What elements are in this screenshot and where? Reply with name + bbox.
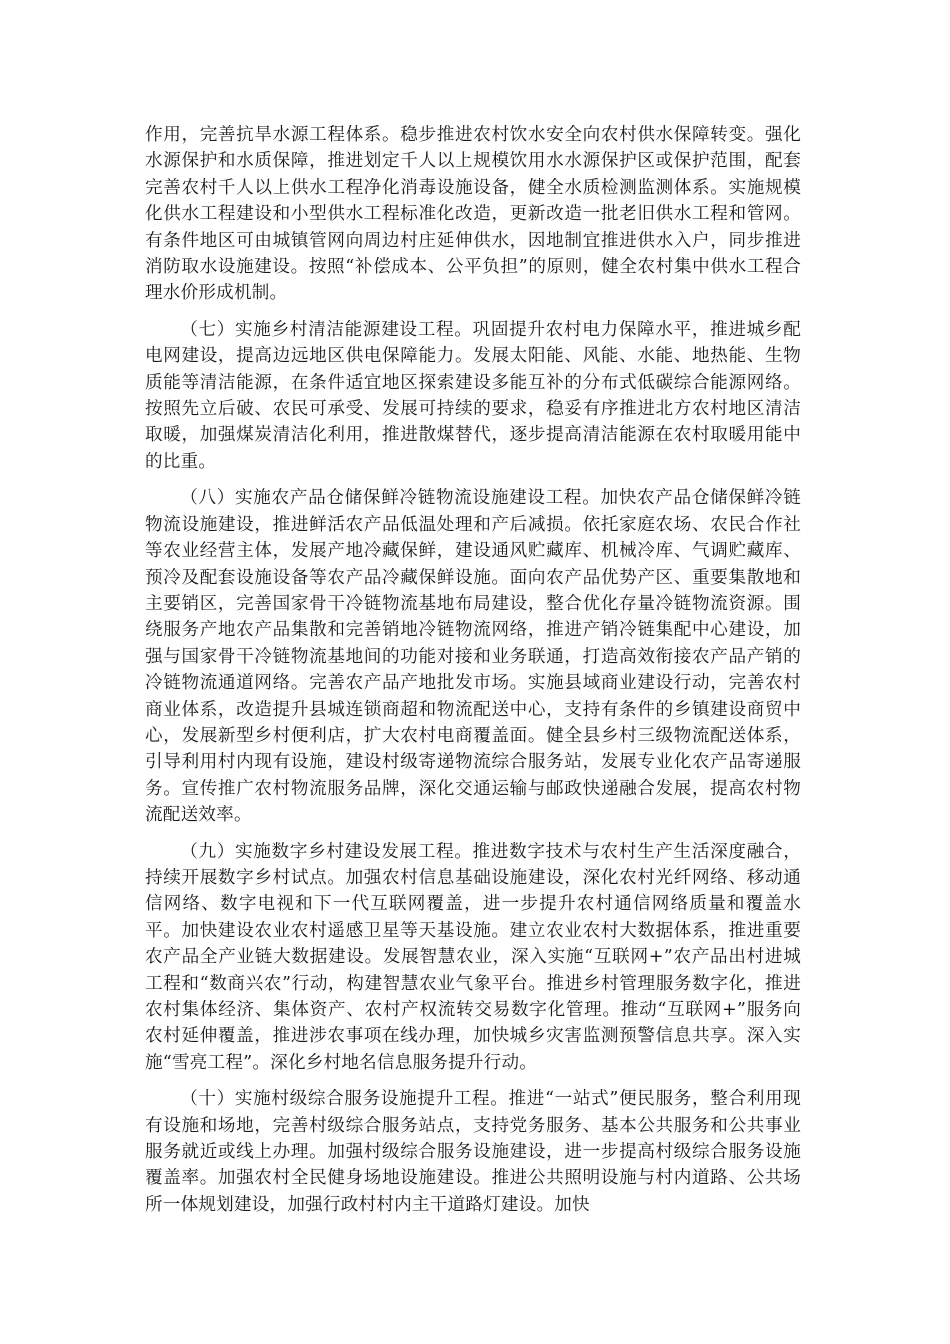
paragraph-digital-village: （九）实施数字乡村建设发展工程。推进数字技术与农村生产生活深度融合，持续开展数字乡村试点。加强农村信息基础设施建设，深化农村光纤网络、移动通信网络、数字电视和下一代互联网覆盖，进一步提升农村通信网络质量和覆盖水平。加快建设农业农村遥感卫星等天基设施。建立农业农村大数据体系，推进重要农产品全产业链大数据建设。发展智慧农业，深入实施“互联网+”农产品出村进城工程和“数商兴农”行动，构建智慧农业气象平台。推进乡村管理服务数字化，推进农村集体经济、集体资产、农村产权流转交易数字化管理。推动“互联网+”服务向农村延伸覆盖，推进涉农事项在线办理，加快城乡灾害监测预警信息共享。深入实施“雪亮工程”。深化乡村地名信息服务提升行动。 [145,841,801,1073]
paragraph-cold-chain-logistics: （八）实施农产品仓储保鲜冷链物流设施建设工程。加快农产品仓储保鲜冷链物流设施建设，推进鲜活农产品低温处理和产后减损。依托家庭农场、农民合作社等农业经营主体，发展产地冷藏保鲜，建设通风贮藏库、机械冷库、气调贮藏库、预冷及配套设施设备等农产品冷藏保鲜设施。面向农产品优势产区、重要集散地和主要销区，完善国家骨干冷链物流基地布局建设，整合优化存量冷链物流资源。围绕服务产地农产品集散和完善销地冷链物流网络，推进产销冷链集配中心建设，加强与国家骨干冷链物流基地间的功能对接和业务联通，打造高效衔接农产品产销的冷链物流通道网络。完善农产品产地批发市场。实施县域商业建设行动，完善农村商业体系，改造提升县城连锁商超和物流配送中心，支持有条件的乡镇建设商贸中心，发展新型乡村便利店，扩大农村电商覆盖面。健全县乡村三级物流配送体系，引导利用村内现有设施，建设村级寄递物流综合服务站，发展专业化农产品寄递服务。宣传推广农村物流服务品牌，深化交通运输与邮政快递融合发展，提高农村物流配送效率。 [145,488,801,826]
paragraph-village-service-facilities: （十）实施村级综合服务设施提升工程。推进“一站式”便民服务，整合利用现有设施和场地，完善村级综合服务站点，支持党务服务、基本公共服务和公共事业服务就近或线上办理。加强村级综合服务设施建设，进一步提高村级综合服务设施覆盖率。加强农村全民健身场地设施建设。推进公共照明设施与村内道路、公共场所一体规划建设，加强行政村村内主干道路灯建设。加快 [145,1089,801,1215]
document-body [145,122,801,1218]
paragraph-water-supply-continued: 作用，完善抗旱水源工程体系。稳步推进农村饮水安全向农村供水保障转变。强化水源保护和水质保障，推进划定千人以上规模饮用水水源保护区或保护范围，配套完善农村千人以上供水工程净化消毒设施设备，健全水质检测监测体系。实施规模化供水工程建设和小型供水工程标准化改造，更新改造一批老旧供水工程和管网。有条件地区可由城镇管网向周边村庄延伸供水，因地制宜推进供水入户，同步推进消防取水设施建设。按照“补偿成本、公平负担”的原则，健全农村集中供水工程合理水价形成机制。 [145,125,801,304]
paragraph-clean-energy: （七）实施乡村清洁能源建设工程。巩固提升农村电力保障水平，推进城乡配电网建设，提高边远地区供电保障能力。发展太阳能、风能、水能、地热能、生物质能等清洁能源，在条件适宜地区探索建设多能互补的分布式低碳综合能源网络。按照先立后破、农民可承受、发展可持续的要求，稳妥有序推进北方农村地区清洁取暖，加强煤炭清洁化利用，推进散煤替代，逐步提高清洁能源在农村取暖用能中的比重。 [145,319,801,472]
